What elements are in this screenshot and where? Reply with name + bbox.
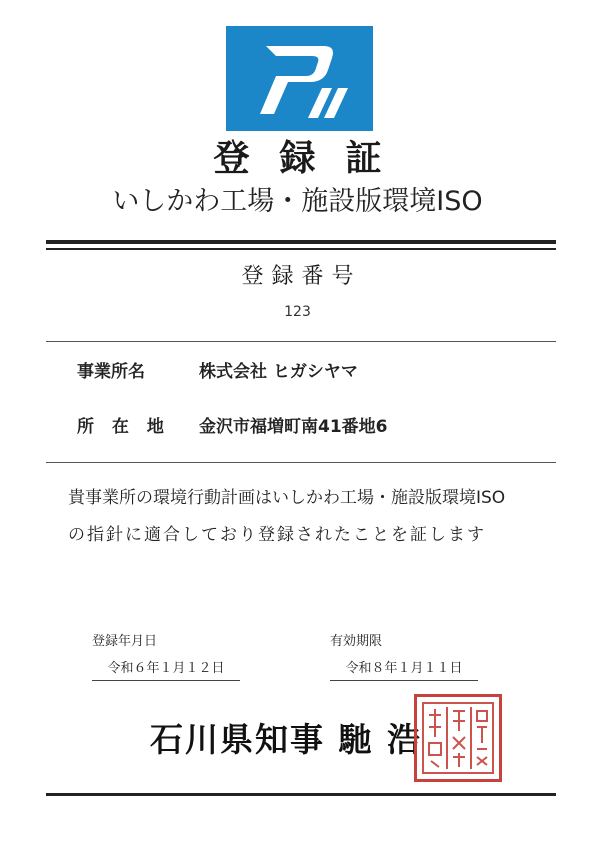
registration-date-value: 令和６年１月１２日 — [92, 660, 240, 681]
official-seal-icon — [414, 694, 502, 782]
statement-line-2: の指針に適合しており登録されたことを証します — [68, 525, 486, 545]
business-name-label: 事業所名 — [77, 362, 145, 382]
address-value: 金沢市福増町南41番地6 — [199, 417, 388, 437]
footer-divider — [46, 793, 556, 796]
expiry-date-label: 有効期限 — [330, 634, 383, 649]
statement-line-1: 貴事業所の環境行動計画はいしかわ工場・施設版環境ISO — [68, 488, 506, 508]
prefecture-emblem-icon — [226, 26, 373, 131]
address-label: 所 在 地 — [77, 417, 170, 437]
seal-graphic — [417, 697, 499, 779]
expiry-date-value: 令和８年１月１１日 — [330, 660, 478, 681]
emblem-graphic — [226, 26, 373, 131]
governor-signature: 石川県知事 馳 浩 — [150, 720, 422, 759]
certificate-title: 登録証 — [213, 137, 412, 179]
fields-top-divider — [46, 341, 556, 342]
registration-number-value: 123 — [284, 304, 311, 320]
registration-date-label: 登録年月日 — [92, 634, 158, 649]
business-name-value: 株式会社 ヒガシヤマ — [199, 362, 358, 382]
registration-number-label: 登録番号 — [241, 264, 362, 289]
header-divider-thin — [46, 248, 556, 250]
certificate-subtitle: いしかわ工場・施設版環境ISO — [112, 186, 483, 217]
header-divider-thick — [46, 240, 556, 244]
fields-bottom-divider — [46, 462, 556, 463]
